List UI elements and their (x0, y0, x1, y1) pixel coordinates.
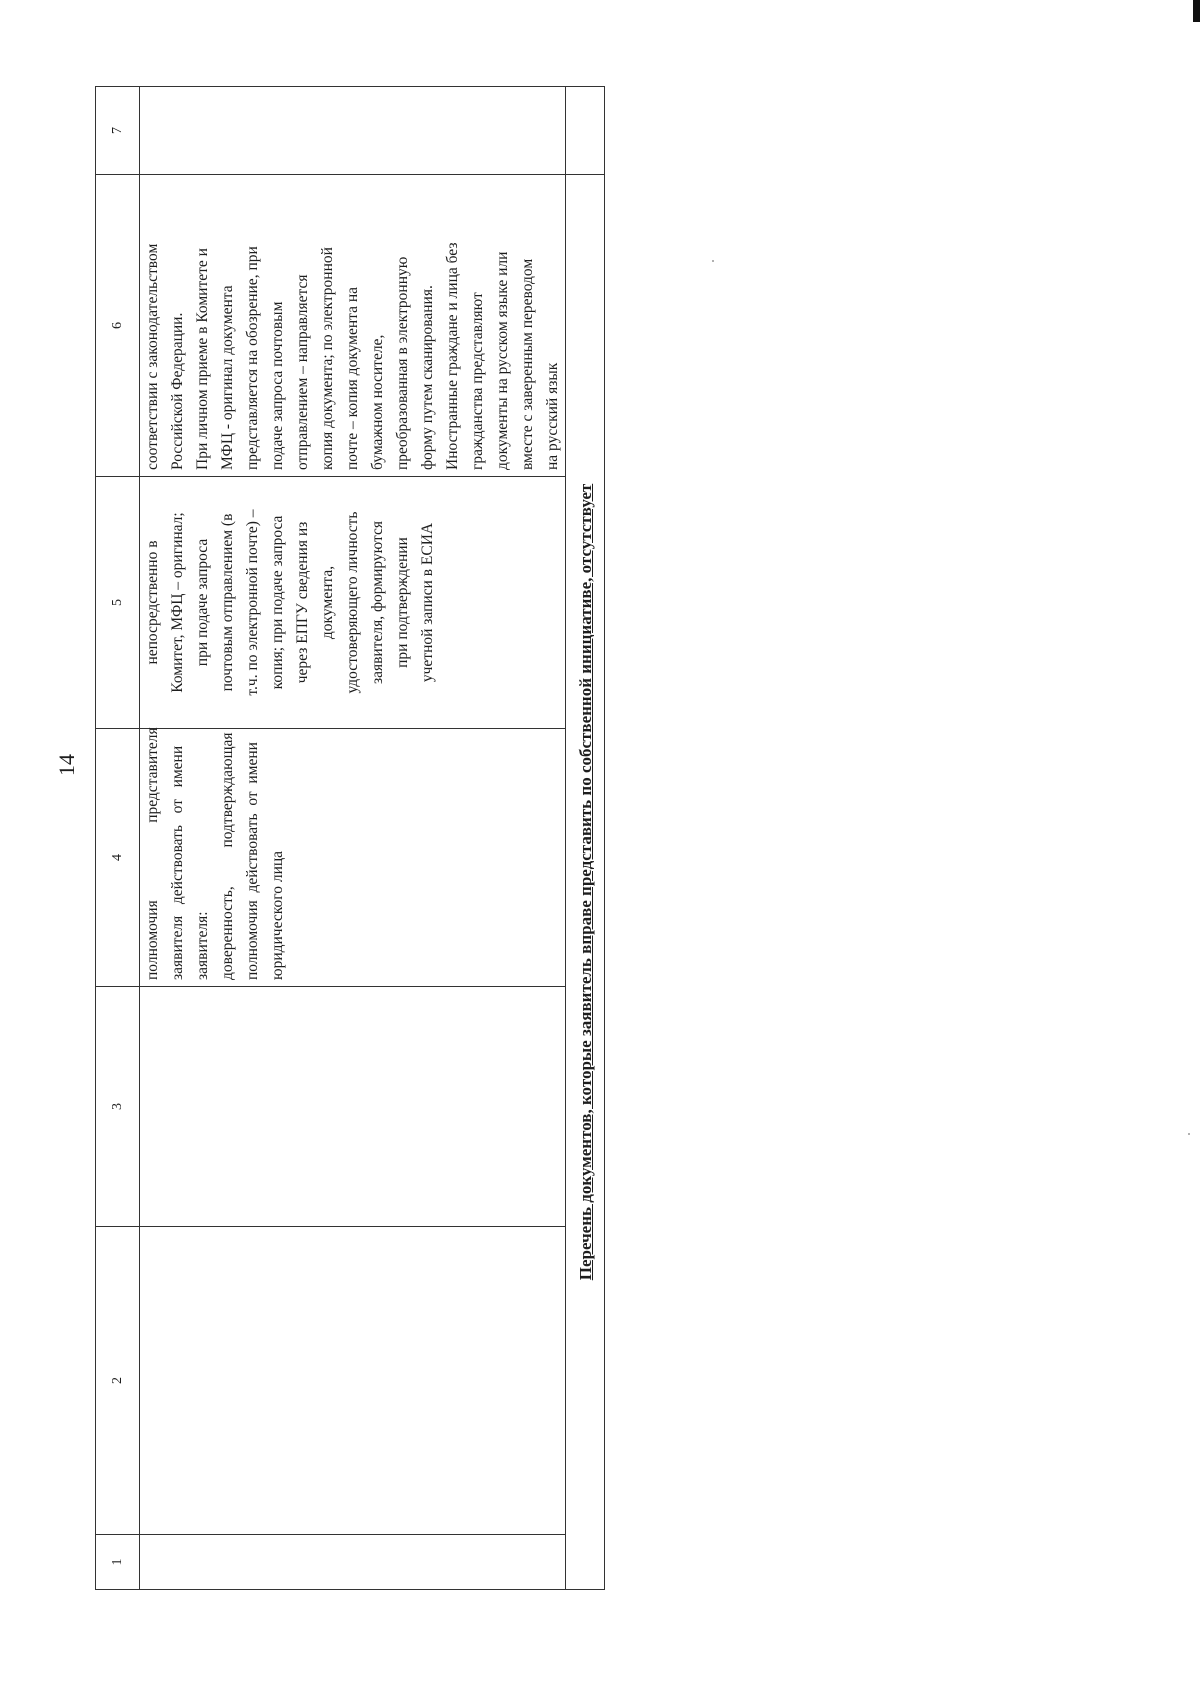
header-col-3: 3 (96, 987, 140, 1227)
col6-line: бумажном носителе, (369, 334, 386, 470)
col6-line: почте – копия документа на (344, 286, 361, 470)
documents-table (95, 86, 605, 1590)
cell-col-5 (140, 477, 566, 729)
col5-line: при подаче запроса (194, 538, 211, 667)
header-col-1: 1 (96, 1535, 140, 1590)
table-header-row (96, 87, 140, 1590)
col5-line: Комитет, МФЦ – оригинал; (169, 512, 186, 693)
header-col-6: 6 (96, 175, 140, 477)
table-row (140, 87, 566, 1590)
col5-line: документа, (319, 565, 336, 640)
footer-note: Перечень документов, которые заявитель вправе представить по собственной инициативе, отсутствует (566, 175, 605, 1590)
col5-line: учетной записи в ЕСИА (419, 522, 436, 683)
col5-line: заявителя, формируются (369, 520, 386, 685)
scan-edge-mark (1193, 0, 1200, 22)
table-footer-row (566, 87, 605, 1590)
cell-col-7 (140, 87, 566, 175)
cell-col-1 (140, 1535, 566, 1590)
page-number: 14 (54, 754, 79, 776)
col4-line: полномочия действовать от имени (244, 742, 261, 980)
col5-line: через ЕПГУ сведения из (294, 521, 311, 684)
col6-line: гражданства представляют (469, 292, 486, 470)
cell-col-2 (140, 1227, 566, 1535)
rotated-document-table (95, 87, 605, 1590)
col4-line: юридического лица (269, 850, 286, 980)
col4-line: заявителя: (194, 911, 211, 980)
col5-line: почтовым отправлением (в (219, 513, 236, 692)
col4-line: доверенность, подтверждающая (219, 732, 236, 980)
header-col-5: 5 (96, 477, 140, 729)
col6-line: подаче запроса почтовым (269, 301, 286, 470)
cell-col-3 (140, 987, 566, 1227)
col6-line: Иностранные граждане и лица без (444, 242, 461, 470)
col5-line: т.ч. по электронной почте) – (244, 509, 261, 696)
col6-line: отправлением – направляется (294, 274, 311, 470)
cell-col-4 (140, 729, 566, 987)
col5-line: непосредственно в (144, 540, 161, 665)
col6-line: МФЦ - оригинал документа (219, 285, 236, 470)
col6-line: вместе с заверенным переводом (519, 258, 536, 470)
col4-line: заявителя действовать от имени (169, 745, 186, 980)
col5-line: копия; при подаче запроса (269, 515, 286, 690)
col6-line: соответствии с законодательством (144, 243, 161, 470)
col6-line: Российской Федерации. (169, 312, 186, 470)
col6-line: представляется на обозрение, при (244, 246, 261, 470)
header-col-4: 4 (96, 729, 140, 987)
col4-line: полномочия представителя (144, 727, 161, 980)
header-col-7: 7 (96, 87, 140, 175)
scan-speck (712, 260, 714, 262)
scan-speck (1188, 1133, 1190, 1135)
col6-line: При личном приеме в Комитете и (194, 248, 211, 470)
footer-empty-cell (566, 87, 605, 175)
header-col-2: 2 (96, 1227, 140, 1535)
col5-line: удостоверяющего личность (344, 511, 361, 694)
col6-line: форму путем сканирования. (419, 285, 436, 470)
col6-line: копия документа; по электронной (319, 247, 336, 470)
cell-col-6 (140, 175, 566, 477)
col6-line: документы на русском языке или (494, 251, 511, 470)
col6-line: на русский язык (544, 362, 561, 470)
col5-line: при подтверждении (394, 537, 411, 668)
col6-line: преобразованная в электронную (394, 256, 411, 470)
